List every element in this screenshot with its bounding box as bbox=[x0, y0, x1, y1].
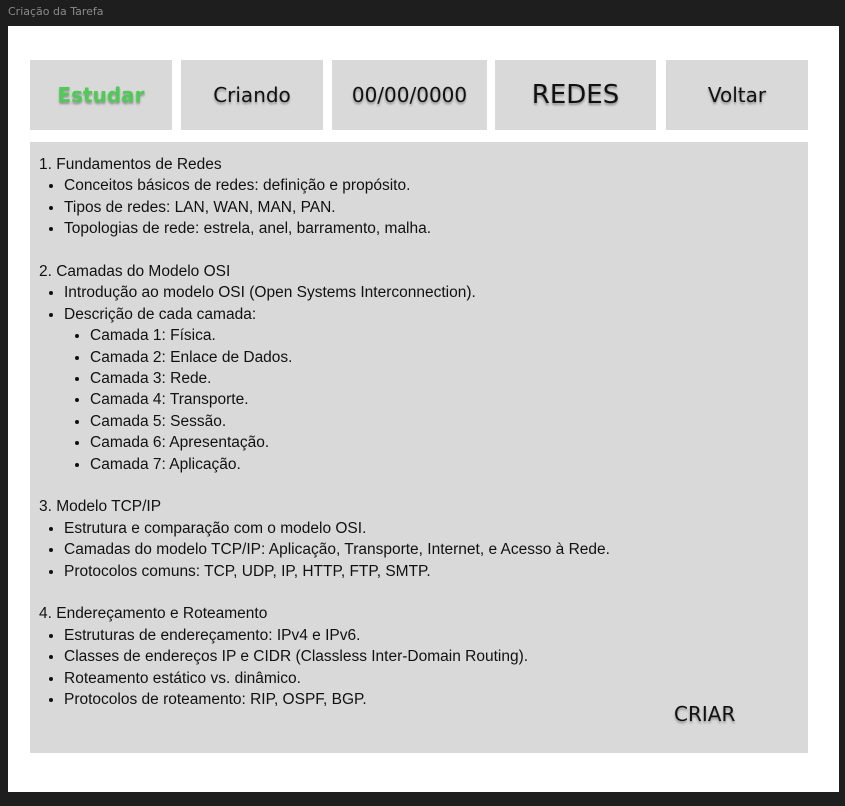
list-item: • Topologias de rede: estrela, anel, barramento, malha. bbox=[64, 218, 800, 239]
section-list bbox=[39, 282, 800, 475]
section-title: 4. Endereçamento e Roteamento bbox=[39, 605, 268, 623]
section-3 bbox=[39, 496, 800, 582]
list-item: • Introdução ao modelo OSI (Open Systems Interconnection). bbox=[64, 282, 800, 303]
status-label: Criando bbox=[181, 60, 323, 130]
sub-list-item: • Camada 1: Física. bbox=[90, 325, 800, 346]
section-2 bbox=[39, 261, 800, 475]
sub-list-item: • Camada 7: Aplicação. bbox=[90, 454, 800, 475]
subject-title: REDES bbox=[495, 60, 656, 130]
section-list bbox=[39, 625, 800, 711]
section-title: 2. Camadas do Modelo OSI bbox=[39, 263, 231, 281]
list-item: • Tipos de redes: LAN, WAN, MAN, PAN. bbox=[64, 197, 800, 218]
sub-list-item: • Camada 2: Enlace de Dados. bbox=[90, 347, 800, 368]
back-button[interactable]: Voltar bbox=[666, 60, 808, 130]
list-item: • Estrutura e comparação com o modelo OSI. bbox=[64, 518, 800, 539]
section-title: 1. Fundamentos de Redes bbox=[39, 156, 222, 173]
section-list bbox=[39, 518, 800, 582]
sub-list-item: • Camada 5: Sessão. bbox=[90, 411, 800, 432]
sub-list-item: • Camada 4: Transporte. bbox=[90, 389, 800, 410]
section-4 bbox=[39, 603, 800, 710]
list-item: • Roteamento estático vs. dinâmico. bbox=[64, 668, 800, 689]
window-title: Criação da Tarefa bbox=[8, 5, 104, 18]
sub-list bbox=[64, 325, 800, 475]
task-description-textarea[interactable] bbox=[30, 142, 808, 753]
category-button[interactable]: Estudar bbox=[30, 60, 172, 130]
section-list bbox=[39, 175, 800, 239]
list-item: • Classes de endereços IP e CIDR (Classless Inter-Domain Routing). bbox=[64, 646, 800, 667]
list-item: • Estruturas de endereçamento: IPv4 e IPv6. bbox=[64, 625, 800, 646]
list-item: • Conceitos básicos de redes: definição e propósito. bbox=[64, 175, 800, 196]
sub-list-item: • Camada 3: Rede. bbox=[90, 368, 800, 389]
list-item bbox=[64, 304, 800, 475]
list-item-label: Descrição de cada camada: bbox=[64, 305, 257, 323]
date-field[interactable]: 00/00/0000 bbox=[332, 60, 487, 130]
section-title: 3. Modelo TCP/IP bbox=[39, 498, 162, 516]
section-1 bbox=[39, 154, 800, 240]
list-item: • Protocolos de roteamento: RIP, OSPF, BGP. bbox=[64, 689, 800, 710]
list-item: • Protocolos comuns: TCP, UDP, IP, HTTP, FTP, SMTP. bbox=[64, 561, 800, 582]
list-item: • Camadas do modelo TCP/IP: Aplicação, Transporte, Internet, e Acesso à Rede. bbox=[64, 539, 800, 560]
create-button[interactable]: CRIAR bbox=[674, 702, 736, 726]
task-window bbox=[8, 26, 839, 792]
sub-list-item: • Camada 6: Apresentação. bbox=[90, 432, 800, 453]
